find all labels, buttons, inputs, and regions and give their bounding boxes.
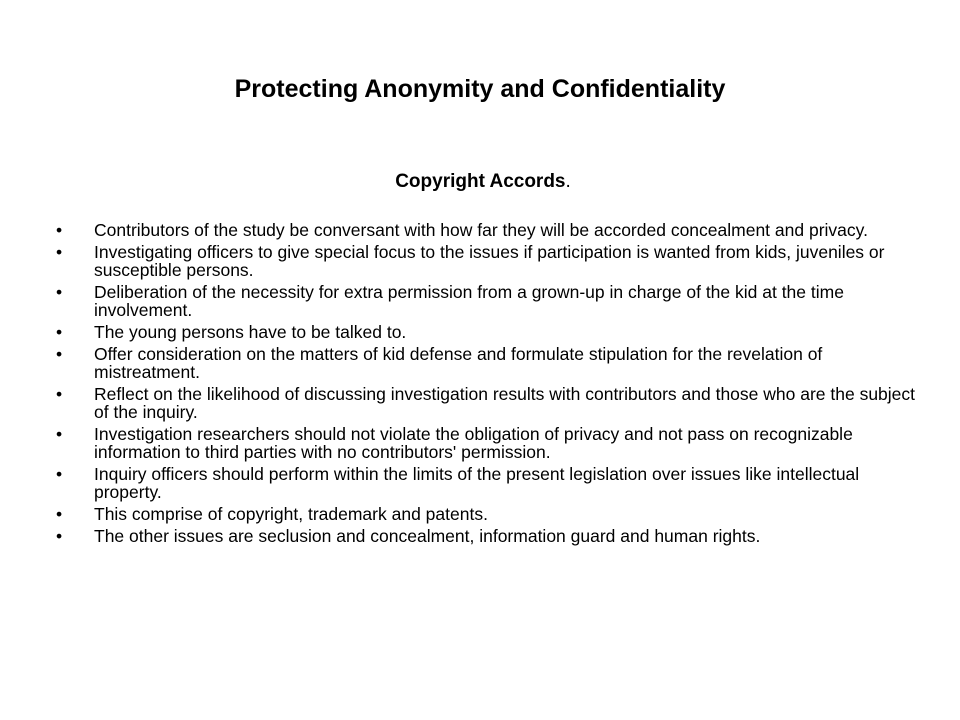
bullet-text: The young persons have to be talked to. — [94, 322, 407, 342]
bullet-text: Contributors of the study be conversant with how far they will be accorded concealment and privacy. — [94, 220, 868, 240]
bullet-text: Deliberation of the necessity for extra permission from a grown-up in charge of the kid at the time involvement. — [94, 282, 844, 320]
bullet-item — [56, 243, 916, 279]
bullet-item — [56, 465, 916, 501]
bullet-text: Investigating officers to give special focus to the issues if participation is wanted from kids, juveniles or susceptible persons. — [94, 242, 885, 280]
bullet-icon: • — [56, 504, 63, 524]
bullet-text: The other issues are seclusion and concealment, information guard and human rights. — [94, 526, 761, 546]
bullet-icon: • — [56, 384, 63, 404]
bullet-text: This comprise of copyright, trademark and patents. — [94, 504, 488, 524]
slide-subtitle — [0, 170, 960, 194]
bullet-text: Inquiry officers should perform within the limits of the present legislation over issues like intellectual property. — [94, 464, 860, 502]
subtitle-bold-text: Copyright Accords — [395, 171, 566, 192]
bullet-icon: • — [56, 322, 63, 342]
bullet-text: Offer consideration on the matters of kid defense and formulate stipulation for the revelation of mistreatment. — [94, 344, 823, 382]
bullet-icon: • — [56, 526, 63, 546]
bullet-item — [56, 385, 916, 421]
bullet-icon: • — [56, 464, 63, 484]
bullet-item — [56, 425, 916, 461]
bullet-text: Reflect on the likelihood of discussing investigation results with contributors and those who are the subject of the inquiry. — [94, 384, 916, 422]
bullet-icon: • — [56, 282, 63, 302]
bullet-text: Investigation researchers should not violate the obligation of privacy and not pass on recognizable information to third parties with no contributors' permission. — [94, 424, 853, 462]
slide-title: Protecting Anonymity and Confidentiality — [234, 75, 726, 103]
bullet-icon: • — [56, 344, 63, 364]
subtitle-suffix: . — [565, 171, 571, 192]
bullet-item — [56, 345, 916, 381]
bullet-icon: • — [56, 424, 63, 444]
bullet-item — [56, 505, 916, 523]
bullet-item — [56, 323, 916, 341]
bullet-list — [56, 221, 916, 549]
bullet-item — [56, 283, 916, 319]
bullet-icon: • — [56, 220, 63, 240]
bullet-item — [56, 527, 916, 545]
bullet-icon: • — [56, 242, 63, 262]
bullet-item — [56, 221, 916, 239]
